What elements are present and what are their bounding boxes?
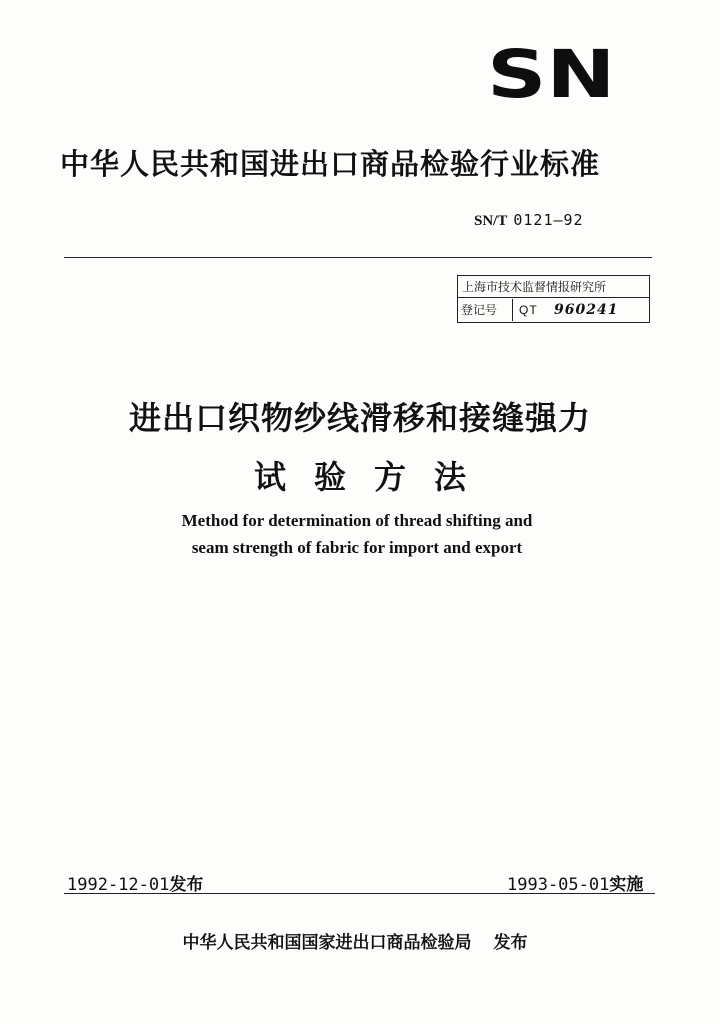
publisher-line xyxy=(0,928,710,953)
title-chinese-line1: 进出口织物纱线滑移和接缝强力 xyxy=(128,399,591,437)
stamp-registration-label: 登记号 xyxy=(461,303,498,317)
title-chinese-line2: 试验方法 xyxy=(253,458,494,496)
issue-date-label: 发布 xyxy=(169,875,204,895)
issuing-body-header: 中华人民共和国进出口商品检验行业标准 xyxy=(60,147,601,181)
standard-prefix: SN/T xyxy=(474,213,508,229)
stamp-registration-code: QT xyxy=(512,299,538,321)
sn-logo: SN xyxy=(487,36,616,113)
footer-divider xyxy=(64,893,655,894)
stamp-registration-row xyxy=(458,299,649,321)
publisher-action: 发布 xyxy=(493,933,528,953)
standard-number xyxy=(474,211,584,230)
header-divider xyxy=(64,257,652,258)
issue-date xyxy=(67,870,203,895)
title-english-line1: Method for determination of thread shifting and xyxy=(181,511,533,530)
standard-code: 0121—92 xyxy=(513,211,584,229)
stamp-registration-number: 960241 xyxy=(554,302,619,318)
issue-date-value: 1992-12-01 xyxy=(67,875,170,895)
stamp-institute: 上海市技术监督情报研究所 xyxy=(458,276,649,298)
implementation-date xyxy=(507,870,643,895)
registration-stamp xyxy=(457,275,650,323)
implementation-date-value: 1993-05-01 xyxy=(507,875,610,895)
publisher-name: 中华人民共和国国家进出口商品检验局 xyxy=(182,933,472,953)
title-english-line2: seam strength of fabric for import and export xyxy=(191,538,523,557)
implementation-date-label: 实施 xyxy=(609,875,644,895)
